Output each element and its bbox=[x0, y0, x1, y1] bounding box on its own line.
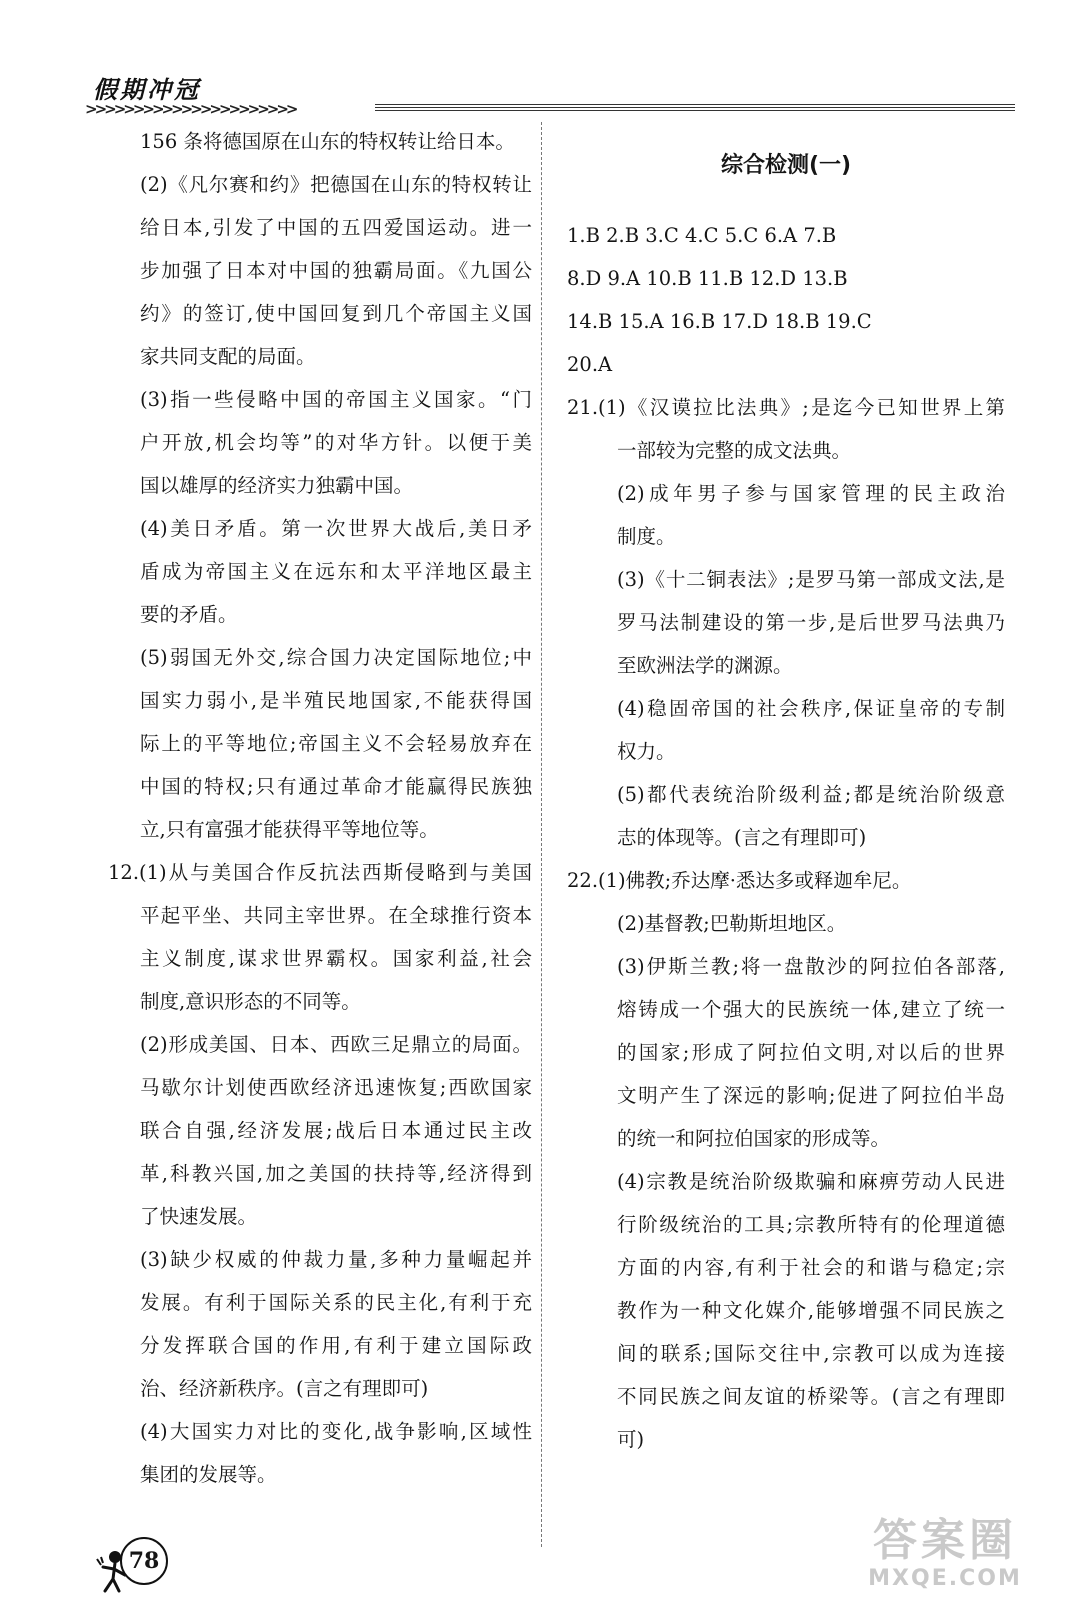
answer-line: 步加强了日本对中国的独霸局面。《九国公 bbox=[140, 259, 532, 282]
answer-line: 联合自强,经济发展;战后日本通过民主改 bbox=[140, 1119, 532, 1142]
answer-line: 至欧洲法学的渊源。 bbox=[617, 654, 793, 677]
header-arrow-decoration: >>>>>>>>>>>>>>>>>>>>>> bbox=[85, 100, 296, 118]
answer-line: (4)大国实力对比的变化,战争影响,区域性 bbox=[140, 1420, 532, 1443]
answer-line: (2)成年男子参与国家管理的民主政治 bbox=[617, 482, 1005, 505]
answer-line: 21.(1)《汉谟拉比法典》;是迄今已知世界上第 bbox=[567, 396, 1005, 419]
answer-line: 1.B 2.B 3.C 4.C 5.C 6.A 7.B bbox=[567, 224, 837, 247]
answer-line: 教作为一种文化媒介,能够增强不同民族之 bbox=[617, 1299, 1005, 1322]
answer-line: 分发挥联合国的作用,有利于建立国际政 bbox=[140, 1334, 532, 1357]
answer-line: (5)弱国无外交,综合国力决定国际地位;中 bbox=[140, 646, 532, 669]
answer-line: (3)《十二铜表法》;是罗马第一部成文法,是 bbox=[617, 568, 1005, 591]
page-header bbox=[85, 62, 1015, 118]
answer-line: (4)稳固帝国的社会秩序,保证皇帝的专制 bbox=[617, 697, 1005, 720]
answer-line: 一部较为完整的成文法典。 bbox=[617, 439, 852, 462]
answer-line: 14.B 15.A 16.B 17.D 18.B 19.C bbox=[567, 310, 872, 333]
answer-line: 主义制度,谋求世界霸权。国家利益,社会 bbox=[140, 947, 532, 970]
answer-line: 不同民族之间友谊的桥梁等。(言之有理即 bbox=[617, 1385, 1005, 1408]
left-answer-column bbox=[108, 120, 532, 1496]
answer-line: 家共同支配的局面。 bbox=[140, 345, 316, 368]
answer-line: 12.(1)从与美国合作反抗法西斯侵略到与美国 bbox=[108, 861, 532, 884]
answer-line: 罗马法制建设的第一步,是后世罗马法典乃 bbox=[617, 611, 1005, 634]
answer-line: (2)《凡尔赛和约》把德国在山东的特权转让 bbox=[140, 173, 532, 196]
answer-line: (4)宗教是统治阶级欺骗和麻痹劳动人民进 bbox=[617, 1170, 1005, 1193]
answer-line: 立,只有富强才能获得平等地位等。 bbox=[140, 818, 439, 841]
answer-line: (4)美日矛盾。第一次世界大战后,美日矛 bbox=[140, 517, 532, 540]
watermark bbox=[820, 1515, 1070, 1595]
column-divider bbox=[541, 122, 542, 1547]
book-brand-title: 假期冲冠 bbox=[93, 76, 201, 104]
answer-line: 国实力弱小,是半殖民地国家,不能获得国 bbox=[140, 689, 532, 712]
right-answer-lines bbox=[567, 214, 1005, 1461]
answer-line: 际上的平等地位;帝国主义不会轻易放弃在 bbox=[140, 732, 532, 755]
page-number: 78 bbox=[120, 1537, 168, 1585]
answer-line: 治、经济新秩序。(言之有理即可) bbox=[140, 1377, 429, 1400]
answer-line: (3)伊斯兰教;将一盘散沙的阿拉伯各部落, bbox=[617, 955, 1005, 978]
answer-line: 制度,意识形态的不同等。 bbox=[140, 990, 361, 1013]
answer-line: 8.D 9.A 10.B 11.B 12.D 13.B bbox=[567, 267, 848, 290]
answer-line: 熔铸成一个强大的民族统一体,建立了统一 bbox=[617, 998, 1005, 1021]
answer-line: 集团的发展等。 bbox=[140, 1463, 277, 1486]
answer-line: 可) bbox=[617, 1428, 645, 1451]
answer-line: (3)缺少权威的仲裁力量,多种力量崛起并 bbox=[140, 1248, 532, 1271]
answer-line: 的国家;形成了阿拉伯文明,对以后的世界 bbox=[617, 1041, 1005, 1064]
answer-line: 马歇尔计划使西欧经济迅速恢复;西欧国家 bbox=[140, 1076, 532, 1099]
answer-line: 户开放,机会均等”的对华方针。以便于美 bbox=[140, 431, 532, 454]
section-title: 综合检测(一) bbox=[720, 153, 852, 178]
answer-line: 国以雄厚的经济实力独霸中国。 bbox=[140, 474, 414, 497]
answer-line: 革,科教兴国,加之美国的扶持等,经济得到 bbox=[140, 1162, 532, 1185]
answer-line: 权力。 bbox=[617, 740, 676, 763]
answer-line: 的统一和阿拉伯国家的形成等。 bbox=[617, 1127, 891, 1150]
answer-line: 文明产生了深远的影响;促进了阿拉伯半岛 bbox=[617, 1084, 1005, 1107]
answer-line: (2)形成美国、日本、西欧三足鼎立的局面。 bbox=[140, 1033, 532, 1056]
answer-line: 行阶级统治的工具;宗教所特有的伦理道德 bbox=[617, 1213, 1005, 1236]
answer-line: (5)都代表统治阶级利益;都是统治阶级意 bbox=[617, 783, 1005, 806]
answer-line: (2)基督教;巴勒斯坦地区。 bbox=[617, 912, 847, 935]
answer-line: 制度。 bbox=[617, 525, 676, 548]
header-rule bbox=[375, 104, 1015, 112]
answer-line: 给日本,引发了中国的五四爱国运动。进一 bbox=[140, 216, 532, 239]
answer-line: 发展。有利于国际关系的民主化,有利于充 bbox=[140, 1291, 532, 1314]
answer-line: 中国的特权;只有通过革命才能赢得民族独 bbox=[140, 775, 532, 798]
answer-line: 平起平坐、共同主宰世界。在全球推行资本 bbox=[140, 904, 532, 927]
watermark-logo: 答案圈 bbox=[873, 1515, 1017, 1566]
answer-line: 了快速发展。 bbox=[140, 1205, 258, 1228]
answer-line: 20.A bbox=[567, 353, 613, 376]
answer-line: 盾成为帝国主义在远东和太平洋地区最主 bbox=[140, 560, 532, 583]
answer-line: 方面的内容,有利于社会的和谐与稳定;宗 bbox=[617, 1256, 1005, 1279]
answer-line: 22.(1)佛教;乔达摩·悉达多或释迦牟尼。 bbox=[567, 869, 912, 892]
answer-line: 约》的签订,使中国回复到几个帝国主义国 bbox=[140, 302, 532, 325]
watermark-url: MXQE.COM bbox=[868, 1566, 1022, 1591]
right-answer-column bbox=[567, 120, 1005, 1461]
answer-line: 要的矛盾。 bbox=[140, 603, 238, 626]
answer-line: (3)指一些侵略中国的帝国主义国家。“门 bbox=[140, 388, 532, 411]
answer-line: 156 条将德国原在山东的特权转让给日本。 bbox=[140, 130, 515, 153]
answer-line: 间的联系;国际交往中,宗教可以成为连接 bbox=[617, 1342, 1005, 1365]
answer-line: 志的体现等。(言之有理即可) bbox=[617, 826, 867, 849]
